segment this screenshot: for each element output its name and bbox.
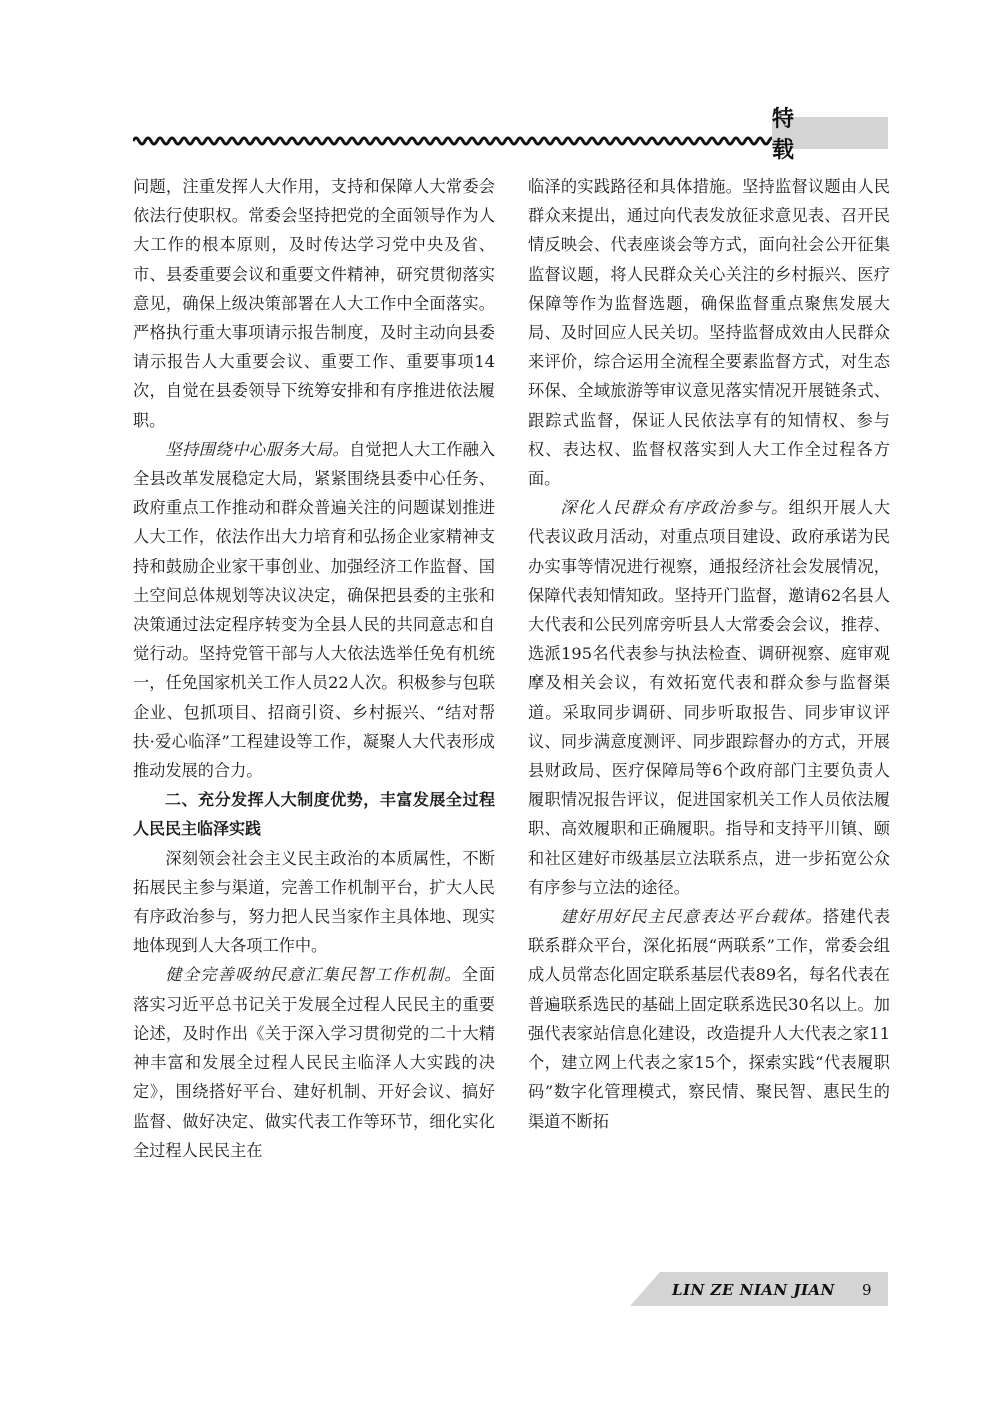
paragraph-body: 搭建代表联系群众平台，深化拓展“两联系”工作，常委会组成人员常态化固定联系基层代表89名，每名代表在普遍联系选民的基础上固定联系选民30名以上。加强代表家站信息化建设，改造提升人大代表之家11个，建立网上代表之家15个，探索实践“代表履职码”数字化管理模式，察民情、聚民智、惠民生的渠道不断拓: [528, 907, 891, 1131]
paragraph-body: 全面落实习近平总书记关于发展全过程人民民主的重要论述，及时作出《关于深入学习贯彻党的二十大精神丰富和发展全过程人民民主临泽人大实践的决定》，围绕搭好平台、建好机制、开好会议、搞好监督、做好决定、做实代表工作等环节，细化实化全过程人民民主在: [133, 965, 496, 1160]
paragraph: 问题，注重发挥人大作用，支持和保障人大常委会依法行使职权。常委会坚持把党的全面领导作为人大工作的根本原则，及时传达学习党中央及省、市、县委重要会议和重要文件精神，研究贯彻落实意见，确保上级决策部署在人大工作中全面落实。严格执行重大事项请示报告制度，及时主动向县委请示报告人大重要会议、重要工作、重要事项14次，自觉在县委领导下统筹安排和有序推进依法履职。: [133, 177, 495, 430]
section-label: 特 载: [772, 107, 869, 163]
paragraph-body: 组织开展人大代表议政月活动，对重点项目建设、政府承诺为民办实事等情况进行视察，通报经济社会发展情况，保障代表知情知政。坚持开门监督，邀请62名县人大代表和公民列席旁听县人大常委会会议，推荐、选派195名代表参与执法检查、调研视察、庭审观摩及相关会议，有效拓宽代表和群众参与监督渠道。采取同步调研、同步听取报告、同步审议评议、同步满意度测评、同步跟踪督办的方式，开展县财政局、医疗保障局等6个政府部门主要负责人履职情况报告评议，促进国家机关工作人员依法履职、高效履职和正确履职。指导和支持平川镇、颐和社区建好市级基层立法联系点，进一步拓宽公众有序参与立法的途径。: [528, 498, 891, 897]
left-column: [133, 172, 495, 1165]
right-column: [528, 172, 890, 1136]
paragraph: [133, 960, 495, 1164]
paragraph-body: 自觉把人大工作融入全县改革发展稳定大局，紧紧围绕县委中心任务、政府重点工作推动和群众普遍关注的问题谋划推进人大工作，依法作出大力培育和弘扬企业家精神支持和鼓励企业家干事创业、加强经济工作监督、国土空间总体规划等决议决定，确保把县委的主张和决策通过法定程序转变为全县人民的共同意志和自觉行动。坚持党管干部与人大依法选举任免有机统一，任免国家机关工作人员22人次。积极参与包联企业、包抓项目、招商引资、乡村振兴、“结对帮扶·爱心临泽”工程建设等工作，凝聚人大代表形成推动发展的合力。: [133, 439, 496, 781]
paragraph: 临泽的实践路径和具体措施。坚持监督议题由人民群众来提出，通过向代表发放征求意见表、召开民情反映会、代表座谈会等方式，面向社会公开征集监督议题，将人民群众关心关注的乡村振兴、医疗保障等作为监督选题，确保监督重点聚焦发展大局、及时回应人民关切。坚持监督成效由人民群众来评价，综合运用全流程全要素监督方式，对生态环保、全域旅游等审议意见落实情况开展链条式、跟踪式监督，保证人民依法享有的知情权、参与权、表达权、监督权落实到人大工作全过程各方面。: [528, 177, 890, 489]
paragraph-lead: 深化人民群众有序政治参与。: [560, 498, 789, 518]
page-number: 9: [862, 1281, 872, 1299]
paragraph: 深刻领会社会主义民主政治的本质属性，不断拓展民主参与渠道，完善工作机制平台，扩大人民有序政治参与，努力把人民当家作主具体地、现实地体现到人大各项工作中。: [133, 848, 495, 956]
section-heading: 二、充分发挥人大制度优势，丰富发展全过程人民民主临泽实践: [133, 790, 495, 839]
paragraph: [528, 902, 890, 1136]
header-wave-rule: [133, 133, 773, 149]
journal-name: LIN ZE NIAN JIAN: [672, 1281, 835, 1299]
paragraph: [528, 493, 890, 902]
paragraph-lead: 坚持围绕中心服务大局。: [165, 439, 350, 459]
paragraph: [133, 435, 495, 785]
paragraph-lead: 建好用好民主民意表达平台载体。: [560, 907, 823, 927]
section-badge: [772, 107, 888, 163]
paragraph-lead: 健全完善吸纳民意汇集民智工作机制。: [165, 965, 462, 985]
